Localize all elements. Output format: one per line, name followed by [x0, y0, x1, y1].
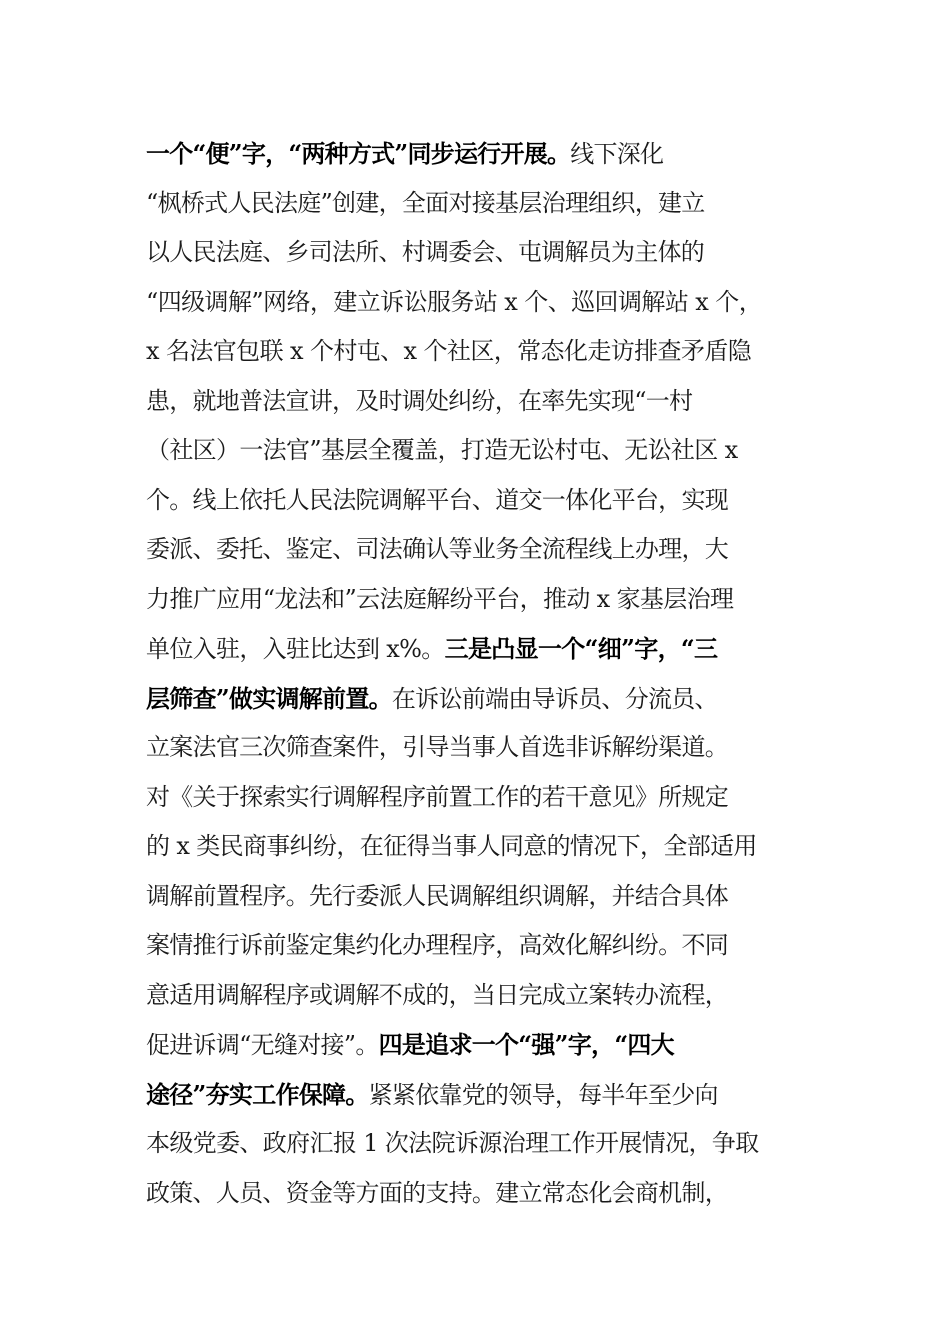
- body-text: 委派、委托、鉴定、司法确认等业务全流程线上办理，大: [146, 535, 728, 563]
- body-text: 患，就地普法宣讲，及时调处纠纷，在率先实现“一村: [146, 386, 693, 415]
- text-line: [146, 179, 826, 229]
- text-line: [146, 129, 826, 179]
- body-text: 案情推行诉前鉴定集约化办理程序，高效化解纠纷。不同: [146, 931, 728, 959]
- text-line: [146, 327, 826, 377]
- body-text: 调解前置程序。先行委派人民调解组织调解，并结合具体: [146, 881, 728, 910]
- text-line: [146, 624, 826, 674]
- body-text: 本级党委、政府汇报 1 次法院诉源治理工作开展情况，争取: [146, 1129, 759, 1157]
- text-line: [146, 674, 826, 724]
- text-line: [146, 872, 826, 922]
- body-text: 力推广应用“龙法和”云法庭解纷平台，推动 x 家基层治理: [146, 584, 734, 613]
- body-text: 对《关于探索实行调解程序前置工作的若干意见》所规定: [146, 782, 728, 811]
- text-line: [146, 525, 826, 575]
- body-text: 单位入驻，入驻比达到 x%。: [146, 635, 445, 663]
- body-text: x 名法官包联 x 个村屯、x 个社区，常态化走访排查矛盾隐: [146, 337, 752, 365]
- body-text: 在诉讼前端由导诉员、分流员、: [391, 684, 718, 713]
- body-text: 立案法官三次筛查案件，引导当事人首选非诉解纷渠道。: [146, 733, 728, 761]
- text-line: [146, 822, 826, 872]
- body-text: 线下深化: [570, 140, 664, 168]
- body-text: “枫桥式人民法庭”创建，全面对接基层治理组织，建立: [146, 188, 705, 217]
- text-line: [146, 1119, 826, 1169]
- body-text: （社区）一法官”基层全覆盖，打造无讼村屯、无讼社区 x: [146, 436, 738, 464]
- body-text: 政策、人员、资金等方面的支持。建立常态化会商机制，: [146, 1178, 728, 1207]
- text-line: [146, 773, 826, 823]
- text-line: [146, 1070, 826, 1120]
- text-line: [146, 228, 826, 278]
- text-line: [146, 723, 826, 773]
- text-line: [146, 1020, 826, 1070]
- text-line: [146, 377, 826, 427]
- text-line: [146, 476, 826, 526]
- body-text: 个。线上依托人民法院调解平台、道交一体化平台，实现: [146, 485, 728, 514]
- text-line: [146, 575, 826, 625]
- body-text: “四级调解”网络，建立诉讼服务站 x 个、巡回调解站 x 个，: [146, 287, 763, 316]
- bold-heading-text: 四是追求一个“强”字，“四大: [378, 1030, 674, 1059]
- bold-heading-text: 途径”夯实工作保障。: [146, 1079, 369, 1109]
- text-line: [146, 921, 826, 971]
- bold-heading-text: 层筛查”做实调解前置。: [146, 683, 392, 713]
- text-line: [146, 426, 826, 476]
- text-line: [146, 278, 826, 328]
- body-text: 促进诉调“无缝对接”。: [146, 1031, 379, 1059]
- body-text: 意适用调解程序或调解不成的，当日完成立案转办流程，: [146, 980, 728, 1009]
- bold-heading-text: 一个“便”字，“两种方式”同步运行开展。: [146, 139, 571, 168]
- text-line: [146, 1169, 826, 1219]
- body-text: 以人民法庭、乡司法所、村调委会、屯调解员为主体的: [146, 238, 704, 266]
- body-text: 的 x 类民商事纠纷，在征得当事人同意的情况下，全部适用: [146, 832, 757, 860]
- text-line: [146, 971, 826, 1021]
- bold-heading-text: 三是凸显一个“细”字，“三: [444, 634, 718, 663]
- body-text: 紧紧依靠党的领导，每半年至少向: [368, 1080, 718, 1109]
- body-paragraph: [146, 129, 826, 1218]
